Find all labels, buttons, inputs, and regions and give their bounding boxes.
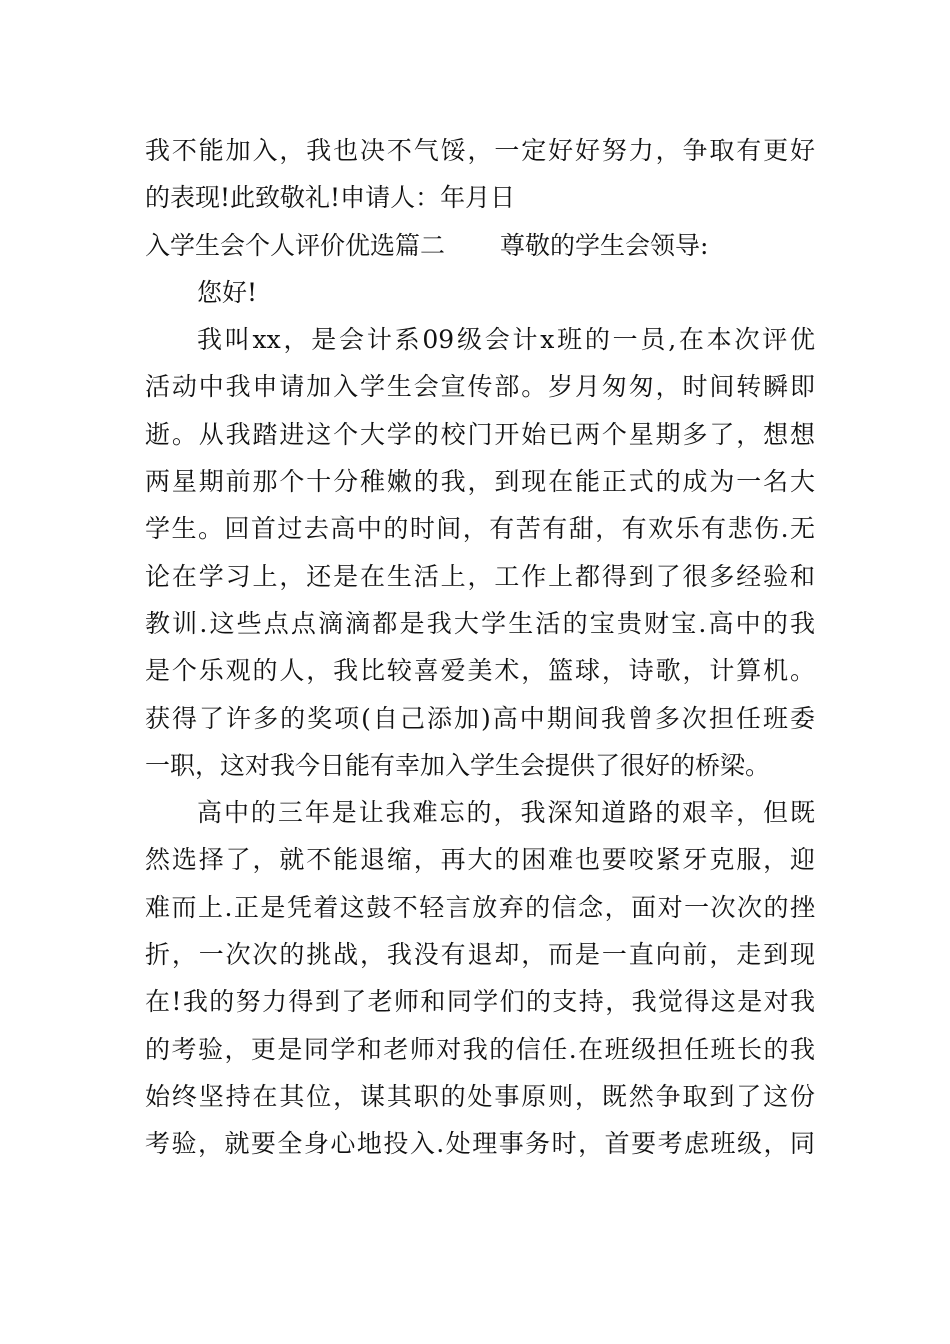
- text-line: 始终坚持在其位，谋其职的处事原则，既然争取到了这份: [145, 1081, 815, 1111]
- text-line: 难而上.正是凭着这鼓不轻言放弃的信念，面对一次次的挫: [145, 892, 815, 922]
- text-line: 论在学习上，还是在生活上，工作上都得到了很多经验和: [145, 561, 815, 591]
- text-line: 两星期前那个十分稚嫩的我，到现在能正式的成为一名大: [145, 467, 815, 497]
- text-line: 逝。从我踏进这个大学的校门开始已两个星期多了，想想: [145, 419, 815, 449]
- text-line: 我不能加入，我也决不气馁，一定好好努力，争取有更好: [145, 136, 815, 165]
- text-line: 获得了许多的奖项(自己添加)高中期间我曾多次担任班委: [145, 703, 815, 733]
- text-line: 高中的三年是让我难忘的，我深知道路的艰辛，但既: [197, 798, 815, 828]
- text-line: 学生。回首过去高中的时间，有苦有甜，有欢乐有悲伤.无: [145, 514, 815, 544]
- text-line: 的考验，更是同学和老师对我的信任.在班级担任班长的我: [145, 1034, 815, 1064]
- text-line: 一职，这对我今日能有幸加入学生会提供了很好的桥梁。: [145, 750, 771, 780]
- text-line: 考验，就要全身心地投入.处理事务时，首要考虑班级，同: [145, 1129, 815, 1159]
- document-body: [145, 127, 815, 1168]
- text-line: 我叫xx，是会计系09级会计x班的一员,在本次评优: [197, 325, 815, 355]
- text-line: 的表现!此致敬礼!申请人：年月日: [145, 183, 516, 213]
- section-heading-row: [145, 222, 815, 269]
- salutation: 尊敬的学生会领导:: [500, 230, 709, 260]
- text-line: 折，一次次的挑战，我没有退却，而是一直向前，走到现: [145, 940, 815, 970]
- text-line: 教训.这些点点滴滴都是我大学生活的宝贵财宝.高中的我: [145, 608, 815, 638]
- text-line: 然选择了，就不能退缩，再大的困难也要咬紧牙克服，迎: [145, 845, 815, 875]
- text-line: 是个乐观的人，我比较喜爱美术，篮球，诗歌，计算机。: [145, 656, 815, 686]
- section-title: 入学生会个人评价优选篇二: [145, 230, 446, 260]
- text-line: 在!我的努力得到了老师和同学们的支持，我觉得这是对我: [145, 987, 815, 1017]
- text-line: 活动中我申请加入学生会宣传部。岁月匆匆，时间转瞬即: [145, 372, 815, 402]
- greeting: 您好!: [197, 277, 258, 307]
